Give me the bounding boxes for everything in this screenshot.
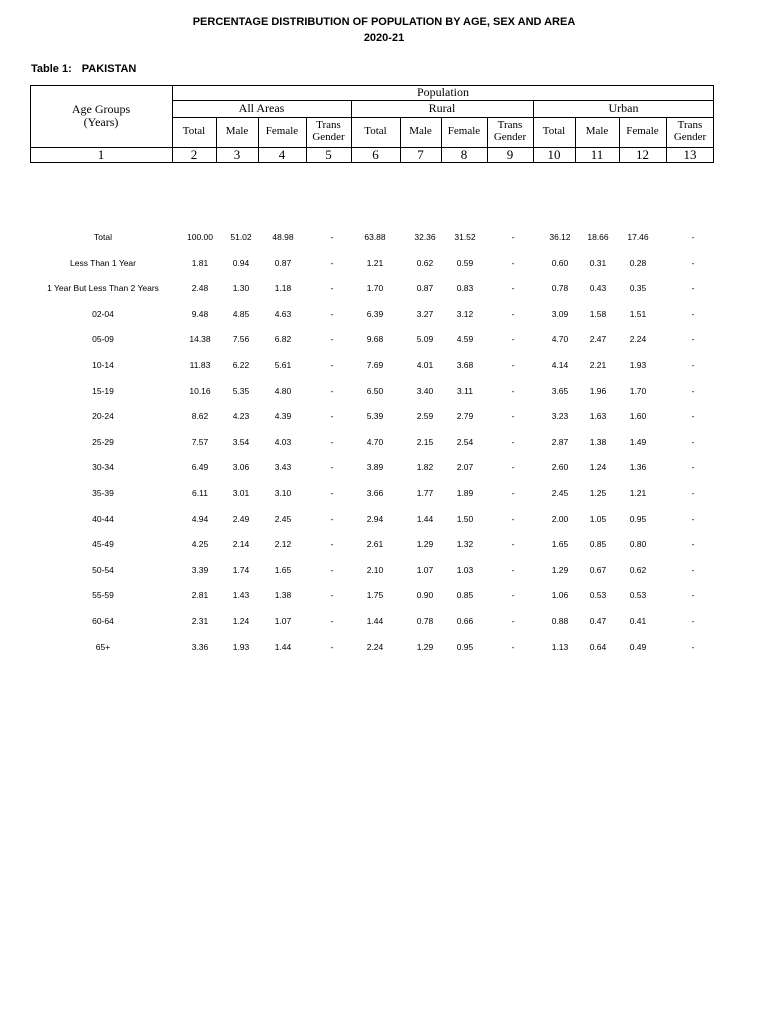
table-cell: 8.62 <box>191 411 209 422</box>
table-cell: 3.89 <box>366 462 384 473</box>
table-cell: - <box>511 385 515 396</box>
table-cell: 2.61 <box>366 539 384 550</box>
table-cell: 0.53 <box>629 590 647 601</box>
table-cell: 2.00 <box>551 513 569 524</box>
table-cell: 1.21 <box>629 488 647 498</box>
table-cell: 1.89 <box>456 488 474 498</box>
table-cell: 4.23 <box>232 411 250 422</box>
age-group-label: 65+ <box>95 641 111 652</box>
all-total-header: Total <box>182 125 206 138</box>
table-cell: 0.95 <box>456 641 474 652</box>
table-cell: 0.28 <box>629 257 647 268</box>
table-cell: 17.46 <box>627 232 649 242</box>
table-cell: 31.52 <box>454 232 476 242</box>
table-cell: 2.15 <box>416 436 434 447</box>
table-cell: - <box>691 590 695 601</box>
table-cell: 1.74 <box>232 564 250 575</box>
table-cell: 0.53 <box>589 590 607 601</box>
age-group-label: 10-14 <box>92 360 114 370</box>
table-row <box>0 437 768 451</box>
table-cell: 11.83 <box>189 360 211 370</box>
trans-label: Trans <box>677 119 703 132</box>
table-cell: - <box>511 360 515 370</box>
table-row <box>0 462 768 476</box>
rural-male-header: Male <box>409 125 432 138</box>
table-cell: - <box>691 616 695 626</box>
table-cell: - <box>330 232 334 242</box>
table-cell: 1.93 <box>232 641 250 652</box>
col-number: 9 <box>506 146 514 162</box>
table-cell: 1.50 <box>456 513 474 524</box>
table-cell: 4.85 <box>232 308 250 319</box>
table-cell: 0.62 <box>416 257 434 268</box>
table-cell: 1.07 <box>416 564 434 575</box>
table-cell: - <box>691 385 695 396</box>
table-cell: 6.22 <box>232 360 250 370</box>
table-cell: 1.81 <box>191 257 209 268</box>
table-cell: - <box>330 641 334 652</box>
table-cell: - <box>330 564 334 575</box>
table-row <box>0 539 768 553</box>
table-cell: - <box>691 360 695 370</box>
table-cell: 3.68 <box>456 360 474 370</box>
table-cell: 4.59 <box>456 334 474 345</box>
table-cell: 0.85 <box>589 539 607 550</box>
all-areas-header: All Areas <box>238 101 285 116</box>
table-cell: 0.83 <box>456 283 474 294</box>
table-cell: 0.90 <box>416 590 434 601</box>
table-cell: 9.68 <box>366 334 384 345</box>
table-cell: 1.49 <box>629 436 647 447</box>
col-number: 1 <box>97 146 105 162</box>
age-group-label: 45-49 <box>92 539 114 550</box>
table-cell: - <box>330 488 334 498</box>
table-cell: 0.85 <box>456 590 474 601</box>
table-row <box>0 488 768 502</box>
table-cell: 0.60 <box>551 257 569 268</box>
age-group-label: Less Than 1 Year <box>69 257 136 268</box>
table-cell: 100.00 <box>187 232 213 242</box>
table-cell: 4.14 <box>551 360 569 370</box>
table-cell: - <box>511 462 515 473</box>
table-cell: 4.80 <box>274 385 292 396</box>
table-cell: 1.03 <box>456 564 474 575</box>
table-row <box>0 642 768 656</box>
table-cell: - <box>511 283 515 294</box>
table-row <box>0 616 768 630</box>
urban-female-header: Female <box>626 125 659 138</box>
table-cell: 0.94 <box>232 257 250 268</box>
table-cell: 1.44 <box>416 513 434 524</box>
table-cell: 1.29 <box>551 564 569 575</box>
table-cell: 0.47 <box>589 616 607 626</box>
table-cell: - <box>330 539 334 550</box>
table-cell: 36.12 <box>549 232 571 242</box>
table-cell: 2.12 <box>274 539 292 550</box>
table-row <box>0 514 768 528</box>
table-cell: 2.21 <box>589 360 607 370</box>
table-cell: 3.54 <box>232 436 250 447</box>
table-cell: - <box>511 641 515 652</box>
table-row <box>0 360 768 374</box>
table-cell: - <box>511 232 515 242</box>
trans-label: Trans <box>497 119 523 132</box>
table-cell: - <box>330 436 334 447</box>
table-cell: 7.57 <box>191 436 209 447</box>
table-cell: 4.70 <box>366 436 384 447</box>
table-cell: 0.41 <box>629 616 647 626</box>
table-cell: 1.96 <box>589 385 607 396</box>
table-cell: 4.25 <box>191 539 209 550</box>
table-cell: 5.09 <box>416 334 434 345</box>
col-number: 6 <box>372 146 379 162</box>
age-group-label: 02-04 <box>92 308 114 319</box>
table-label <box>31 63 136 75</box>
table-cell: - <box>511 334 515 345</box>
gender-label: Gender <box>493 131 527 143</box>
table-cell: 1.30 <box>232 283 250 294</box>
document-title: PERCENTAGE DISTRIBUTION OF POPULATION BY AGE, SEX AND AREA <box>192 16 576 28</box>
years-label: (Years) <box>83 115 119 129</box>
table-cell: - <box>511 513 515 524</box>
table-cell: - <box>691 488 695 498</box>
table-cell: 1.44 <box>274 641 292 652</box>
table-cell: 1.25 <box>589 488 607 498</box>
table-cell: 1.38 <box>589 436 607 447</box>
col-number: 2 <box>190 146 198 162</box>
age-group-label: 30-34 <box>92 462 114 473</box>
table-cell: 1.70 <box>629 385 647 396</box>
document-year: 2020-21 <box>363 32 405 44</box>
table-cell: - <box>330 308 334 319</box>
table-cell: 2.45 <box>274 513 292 524</box>
table-row <box>0 309 768 323</box>
table-cell: - <box>330 590 334 601</box>
table-cell: - <box>330 513 334 524</box>
table-cell: 1.36 <box>629 462 647 473</box>
table-row <box>0 411 768 425</box>
table-cell: 1.32 <box>456 539 474 550</box>
table-cell: 2.48 <box>191 283 209 294</box>
table-cell: - <box>330 411 334 422</box>
table-country: PAKISTAN <box>81 63 137 75</box>
table-cell: - <box>691 257 695 268</box>
table-cell: 2.31 <box>191 616 209 626</box>
table-cell: 4.01 <box>416 360 434 370</box>
table-cell: - <box>511 488 515 498</box>
table-cell: 1.82 <box>416 462 434 473</box>
table-cell: 4.39 <box>274 411 292 422</box>
table-cell: 14.38 <box>189 334 211 345</box>
table-cell: 2.49 <box>232 513 250 524</box>
table-row <box>0 334 768 348</box>
col-number: 7 <box>417 146 424 162</box>
table-cell: - <box>330 616 334 626</box>
age-group-label: 60-64 <box>92 616 114 626</box>
age-group-label: 35-39 <box>92 488 114 498</box>
col-number: 13 <box>683 146 697 162</box>
table-cell: 1.38 <box>274 590 292 601</box>
age-group-label: 25-29 <box>92 436 114 447</box>
table-row <box>0 386 768 400</box>
gender-label: Gender <box>312 131 345 143</box>
table-cell: 2.60 <box>551 462 569 473</box>
table-cell: 3.65 <box>551 385 569 396</box>
table-cell: 0.64 <box>589 641 607 652</box>
table-cell: 5.61 <box>274 360 292 370</box>
urban-header: Urban <box>608 101 639 116</box>
table-cell: 6.49 <box>191 462 209 473</box>
table-cell: 1.75 <box>366 590 384 601</box>
table-cell: 0.87 <box>274 257 292 268</box>
col-number: 5 <box>325 146 332 162</box>
gender-label: Gender <box>673 131 707 143</box>
rural-female-header: Female <box>447 125 481 138</box>
table-cell: 0.49 <box>629 641 647 652</box>
table-cell: 7.56 <box>232 334 250 345</box>
table-cell: 1.70 <box>366 283 384 294</box>
table-cell: - <box>691 462 695 473</box>
table-cell: 18.66 <box>587 232 609 242</box>
table-cell: 4.94 <box>191 513 209 524</box>
age-group-label: 05-09 <box>92 334 114 345</box>
table-cell: 1.43 <box>232 590 250 601</box>
table-cell: - <box>330 385 334 396</box>
col-number: 10 <box>547 146 561 162</box>
table-cell: - <box>691 411 695 422</box>
table-cell: 9.48 <box>191 308 209 319</box>
table-cell: - <box>330 462 334 473</box>
table-cell: 2.07 <box>456 462 474 473</box>
table-number: Table 1: <box>31 63 72 75</box>
table-cell: 3.06 <box>232 462 250 473</box>
table-cell: 1.63 <box>589 411 607 422</box>
table-cell: 2.87 <box>551 436 569 447</box>
table-cell: - <box>330 360 334 370</box>
table-cell: 3.66 <box>366 488 384 498</box>
table-cell: - <box>511 436 515 447</box>
table-cell: 1.13 <box>551 641 569 652</box>
table-cell: 1.21 <box>366 257 384 268</box>
table-cell: 0.35 <box>629 283 647 294</box>
table-cell: 32.36 <box>414 232 436 242</box>
table-cell: 0.43 <box>589 283 607 294</box>
table-cell: 10.16 <box>189 385 211 396</box>
table-cell: 2.10 <box>366 564 384 575</box>
table-cell: 2.54 <box>456 436 474 447</box>
table-cell: 3.11 <box>457 385 473 396</box>
table-cell: - <box>691 539 695 550</box>
age-group-label: 50-54 <box>92 564 114 575</box>
age-group-label: 1 Year But Less Than 2 Years <box>47 283 159 294</box>
table-cell: 2.81 <box>191 590 209 601</box>
table-cell: 1.65 <box>274 564 292 575</box>
table-cell: - <box>511 616 515 626</box>
table-cell: 0.67 <box>589 564 607 575</box>
col-number: 4 <box>278 146 286 162</box>
table-cell: 51.02 <box>230 232 252 242</box>
table-cell: 0.87 <box>416 283 434 294</box>
table-cell: 3.39 <box>191 564 209 575</box>
table-cell: 1.24 <box>589 462 607 473</box>
col-number: 3 <box>233 146 241 162</box>
table-cell: - <box>691 308 695 319</box>
table-cell: 1.29 <box>416 539 434 550</box>
table-cell: 5.35 <box>232 385 250 396</box>
age-groups-label: Age Groups <box>71 102 131 117</box>
urban-trans-header <box>666 117 714 147</box>
table-cell: 48.98 <box>272 232 294 242</box>
table-row <box>0 590 768 604</box>
table-cell: 3.09 <box>551 308 569 319</box>
table-cell: 3.27 <box>416 308 434 319</box>
table-cell: 0.31 <box>589 257 607 268</box>
trans-label: Trans <box>316 119 341 132</box>
table-cell: 1.93 <box>629 360 647 370</box>
table-cell: 2.59 <box>416 411 434 422</box>
table-cell: 5.39 <box>366 411 384 422</box>
table-cell: - <box>330 257 334 268</box>
table-cell: 1.60 <box>629 411 647 422</box>
table-cell: 0.95 <box>629 513 647 524</box>
col-number: 12 <box>636 146 649 162</box>
table-cell: 2.79 <box>456 411 474 422</box>
table-cell: 2.45 <box>551 488 569 498</box>
table-row <box>0 283 768 297</box>
table-cell: 3.43 <box>274 462 292 473</box>
table-header <box>30 85 714 163</box>
table-cell: 6.82 <box>274 334 292 345</box>
table-row <box>0 565 768 579</box>
table-cell: 2.14 <box>232 539 250 550</box>
table-cell: 3.10 <box>274 488 292 498</box>
table-cell: 0.80 <box>629 539 647 550</box>
table-cell: 2.47 <box>589 334 607 345</box>
table-cell: 0.88 <box>551 616 569 626</box>
table-cell: 3.12 <box>456 308 474 319</box>
table-cell: 4.63 <box>274 308 292 319</box>
table-cell: - <box>511 411 515 422</box>
population-header: Population <box>416 85 469 100</box>
table-cell: - <box>691 513 695 524</box>
table-cell: - <box>691 283 695 294</box>
table-cell: - <box>511 564 515 575</box>
table-cell: 1.18 <box>274 283 292 294</box>
table-cell: 0.78 <box>416 616 434 626</box>
rural-total-header: Total <box>364 125 387 138</box>
table-cell: 1.77 <box>416 488 434 498</box>
table-cell: - <box>330 334 334 345</box>
table-cell: 0.59 <box>456 257 474 268</box>
col-number: 11 <box>590 146 604 162</box>
table-cell: - <box>511 257 515 268</box>
table-row <box>0 232 768 246</box>
all-trans-header <box>306 117 351 147</box>
table-cell: - <box>691 232 695 242</box>
table-cell: 6.50 <box>366 385 384 396</box>
table-cell: 2.24 <box>366 641 384 652</box>
age-group-label: 55-59 <box>92 590 114 601</box>
urban-male-header: Male <box>585 125 609 138</box>
table-cell: 0.78 <box>551 283 569 294</box>
table-cell: 0.62 <box>629 564 647 575</box>
table-cell: 6.39 <box>366 308 384 319</box>
table-cell: - <box>691 334 695 345</box>
all-male-header: Male <box>225 125 249 138</box>
age-group-label: 20-24 <box>92 411 114 422</box>
table-cell: 6.11 <box>192 488 208 498</box>
table-cell: 3.36 <box>191 641 209 652</box>
table-cell: 4.70 <box>551 334 569 345</box>
table-cell: 3.01 <box>232 488 250 498</box>
table-cell: 3.23 <box>551 411 569 422</box>
table-cell: 1.29 <box>416 641 434 652</box>
table-cell: - <box>511 539 515 550</box>
table-cell: 63.88 <box>364 232 386 242</box>
table-cell: 1.44 <box>366 616 384 626</box>
table-cell: 2.94 <box>366 513 384 524</box>
table-row <box>0 258 768 272</box>
table-cell: - <box>511 590 515 601</box>
table-cell: 2.24 <box>629 334 647 345</box>
table-cell: - <box>691 564 695 575</box>
age-group-label: 15-19 <box>92 385 114 396</box>
table-cell: - <box>691 436 695 447</box>
table-cell: 1.51 <box>629 308 647 319</box>
col-number: 8 <box>460 146 468 162</box>
table-cell: - <box>511 308 515 319</box>
table-cell: 7.69 <box>366 360 384 370</box>
table-cell: 4.03 <box>274 436 292 447</box>
table-cell: 3.40 <box>416 385 434 396</box>
rural-trans-header <box>487 117 533 147</box>
urban-total-header: Total <box>542 125 566 138</box>
table-cell: 1.06 <box>551 590 569 601</box>
age-groups-header <box>30 85 172 147</box>
table-cell: 1.07 <box>274 616 292 626</box>
table-cell: 0.66 <box>456 616 474 626</box>
age-group-label: Total <box>94 232 112 242</box>
table-cell: - <box>691 641 695 652</box>
table-cell: 1.58 <box>589 308 607 319</box>
table-cell: - <box>330 283 334 294</box>
table-cell: 1.65 <box>551 539 569 550</box>
all-female-header: Female <box>265 125 299 138</box>
table-cell: 1.24 <box>232 616 250 626</box>
age-group-label: 40-44 <box>92 513 114 524</box>
rural-header: Rural <box>428 101 456 116</box>
table-cell: 1.05 <box>589 513 607 524</box>
